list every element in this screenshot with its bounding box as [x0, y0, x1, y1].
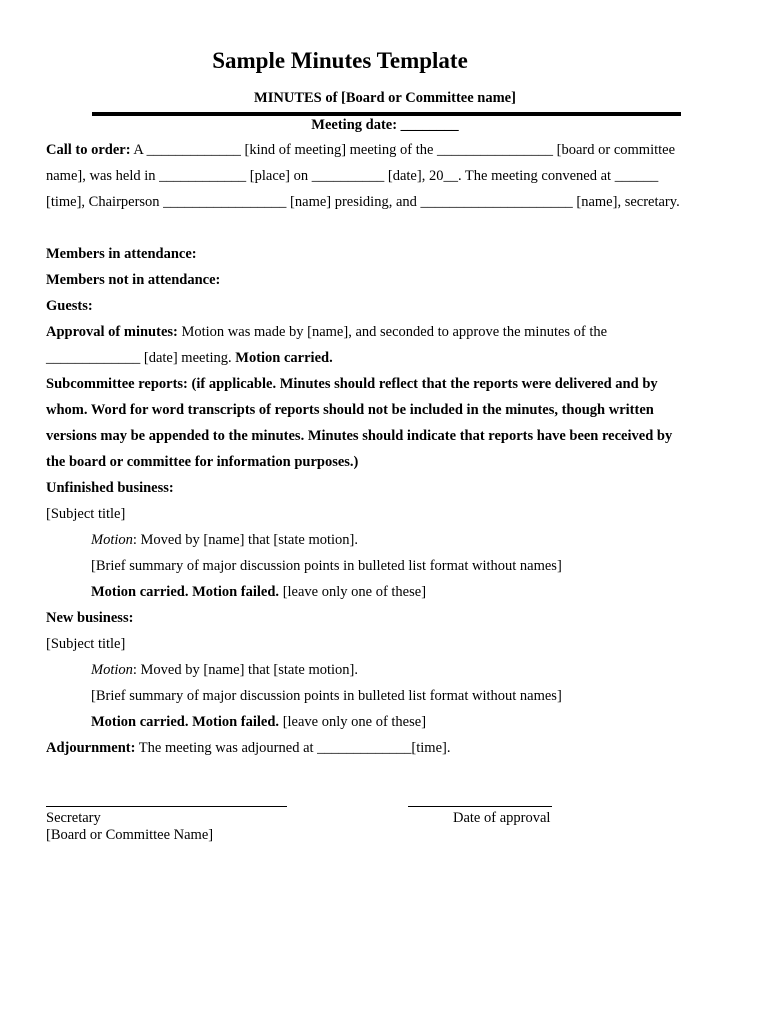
- minutes-body: [46, 137, 736, 761]
- subcommittee-reports-line-2: whom. Word for word transcripts of reports should not be included in the minutes, though written: [46, 402, 654, 418]
- new-motion-line: [46, 657, 736, 683]
- new-summary: [Brief summary of major discussion points in bulleted list format without names]: [91, 688, 562, 704]
- unfinished-business-heading: Unfinished business:: [46, 480, 174, 496]
- new-outcome-options: Motion carried. Motion failed.: [91, 714, 280, 730]
- unfinished-subject-title: [Subject title]: [46, 506, 126, 522]
- unfinished-outcome-note: [leave only one of these]: [279, 584, 427, 600]
- call-to-order-label: Call to order:: [46, 142, 131, 158]
- members-in-attendance: Members in attendance:: [46, 246, 197, 262]
- call-to-order-text: A _____________ [kind of meeting] meeting of the ________________ [board or committee: [130, 142, 676, 158]
- unfinished-outcome-line: [46, 579, 736, 605]
- new-outcome-note: [leave only one of these]: [279, 714, 427, 730]
- unfinished-motion-label: Motion: [91, 532, 133, 548]
- spacer: [46, 215, 736, 241]
- approval-of-minutes-line-2: [46, 345, 736, 371]
- new-motion-label: Motion: [91, 662, 133, 678]
- document-subtitle: MINUTES of [Board or Committee name]: [254, 90, 516, 106]
- adjournment-line: [46, 735, 736, 761]
- new-subject-title: [Subject title]: [46, 636, 126, 652]
- approval-of-minutes-text: Motion was made by [name], and seconded to approve the minutes of the: [177, 324, 608, 340]
- date-of-approval-label: Date of approval: [453, 810, 551, 826]
- new-motion-text: : Moved by [name] that [state motion].: [132, 662, 358, 678]
- unfinished-motion-text: : Moved by [name] that [state motion].: [132, 532, 358, 548]
- secretary-signature-line: [46, 806, 287, 807]
- call-to-order-line-3: [time], Chairperson _________________ [name] presiding, and _____________________ [name], secretary.: [46, 194, 680, 210]
- secretary-label: Secretary: [46, 810, 101, 826]
- approval-date-text: _____________ [date] meeting.: [46, 350, 236, 366]
- approval-of-minutes-line-1: [46, 319, 736, 345]
- unfinished-motion-line: [46, 527, 736, 553]
- new-outcome-line: [46, 709, 736, 735]
- meeting-date-line: Meeting date: ________: [311, 117, 459, 133]
- unfinished-outcome-options: Motion carried. Motion failed.: [91, 584, 280, 600]
- approval-motion-carried: Motion carried.: [235, 350, 333, 366]
- subcommittee-reports-line-3: versions may be appended to the minutes. Minutes should indicate that reports have been received by: [46, 428, 673, 444]
- members-not-in-attendance: Members not in attendance:: [46, 272, 221, 288]
- adjournment-text: The meeting was adjourned at _____________[time].: [135, 740, 451, 756]
- board-committee-name-label: [Board or Committee Name]: [46, 827, 214, 843]
- subcommittee-reports-line-4: the board or committee for information purposes.): [46, 454, 359, 470]
- call-to-order-line-1: [46, 137, 736, 163]
- approval-of-minutes-label: Approval of minutes:: [46, 324, 178, 340]
- call-to-order-line-2: name], was held in ____________ [place] on __________ [date], 20__. The meeting convened at ______: [46, 168, 659, 184]
- guests-heading: Guests:: [46, 298, 93, 314]
- approval-date-line: [408, 806, 552, 807]
- unfinished-summary: [Brief summary of major discussion points in bulleted list format without names]: [91, 558, 562, 574]
- new-business-heading: New business:: [46, 610, 134, 626]
- subcommittee-reports-line-1: Subcommittee reports: (if applicable. Minutes should reflect that the reports were delivered and by: [46, 376, 658, 392]
- adjournment-label: Adjournment:: [46, 740, 136, 756]
- document-title: Sample Minutes Template: [212, 48, 468, 73]
